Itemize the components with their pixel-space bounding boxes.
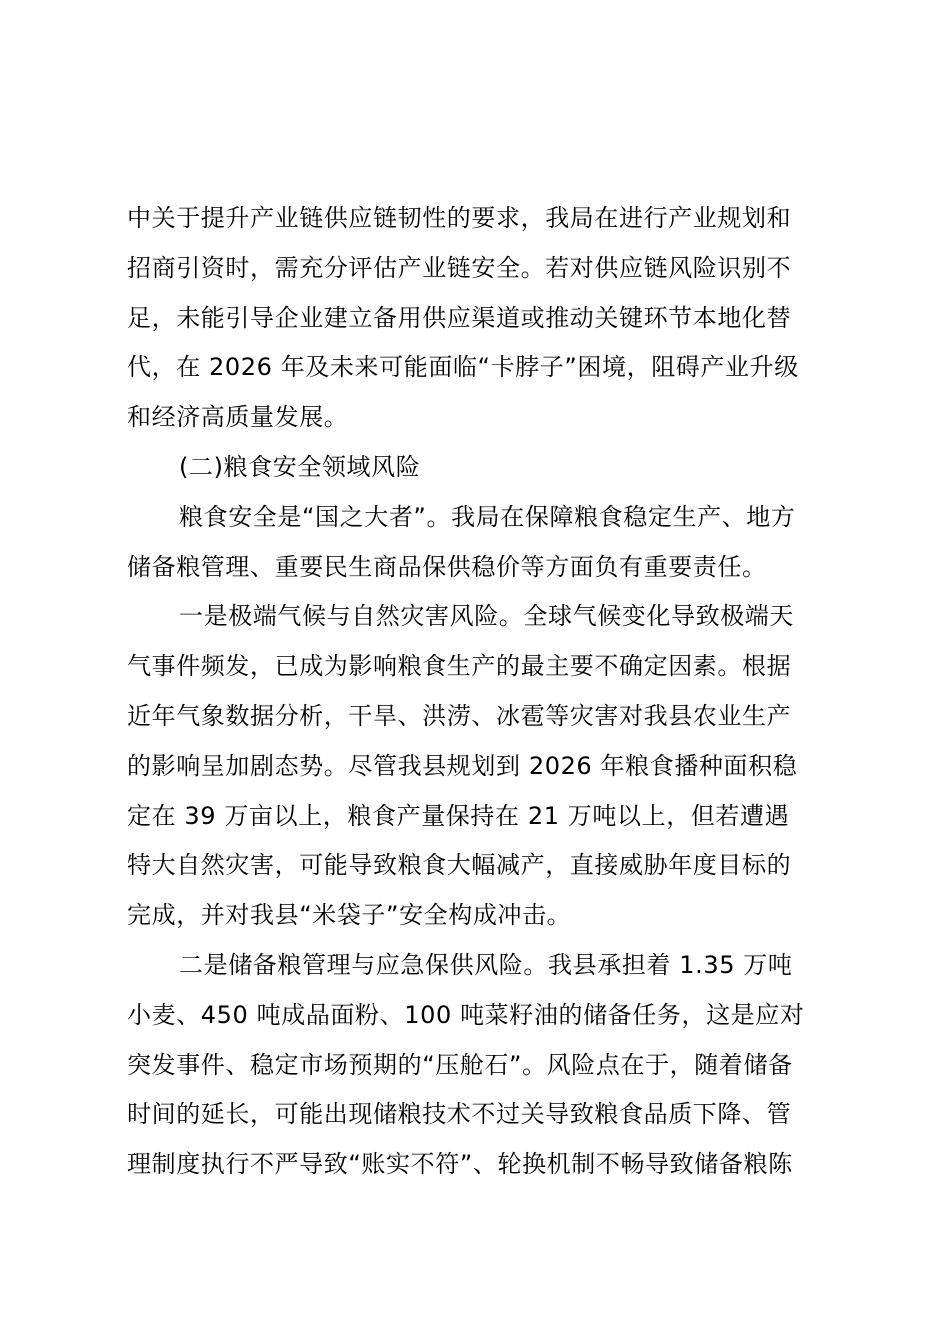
paragraph-line: 二是储备粮管理与应急保供风险。我县承担着 1.35 万吨 (179, 950, 793, 979)
paragraph-line: 储备粮管理、重要民生商品保供稳价等方面负有重要责任。 (127, 552, 767, 581)
paragraph-line: 粮食安全是“国之大者”。我局在保障粮食稳定生产、地方 (179, 502, 796, 531)
paragraph-line: 近年气象数据分析，干旱、洪涝、冰雹等灾害对我县农业生产 (127, 701, 792, 730)
paragraph-line: 招商引资时，需充分评估产业链安全。若对供应链风险识别不 (127, 253, 792, 282)
paragraph-line: 小麦、450 吨成品面粉、100 吨菜籽油的储备任务，这是应对 (127, 1000, 805, 1029)
paragraph-line: 气事件频发，已成为影响粮食生产的最主要不确定因素。根据 (127, 652, 792, 681)
paragraph-line: 中关于提升产业链供应链韧性的要求，我局在进行产业规划和 (127, 204, 792, 232)
paragraph-line: 足，未能引导企业建立备用供应渠道或推动关键环节本地化替 (127, 303, 792, 332)
paragraph-line: 突发事件、稳定市场预期的“压舱石”。风险点在于，随着储备 (127, 1050, 793, 1079)
paragraph-line: 和经济高质量发展。 (127, 403, 349, 432)
paragraph-line: 定在 39 万亩以上，粮食产量保持在 21 万吨以上，但若遭遇 (127, 801, 790, 830)
paragraph-line: 一是极端气候与自然灾害风险。全球气候变化导致极端天 (179, 602, 794, 631)
paragraph-line: 时间的延长，可能出现储粮技术不过关导致粮食品质下降、管 (127, 1100, 792, 1129)
paragraph-line: 完成，并对我县“米袋子”安全构成冲击。 (127, 901, 572, 930)
paragraph-line: 代，在 2026 年及未来可能面临“卡脖子”困境，阻碍产业升级 (127, 353, 799, 382)
document-page (127, 194, 825, 1190)
section-heading: (二)粮食安全领域风险 (179, 452, 421, 481)
paragraph-line: 特大自然灾害，可能导致粮食大幅减产，直接威胁年度目标的 (127, 851, 792, 880)
paragraph-line: 的影响呈加剧态势。尽管我县规划到 2026 年粮食播种面积稳 (127, 751, 798, 780)
paragraph-line: 理制度执行不严导致“账实不符”、轮换机制不畅导致储备粮陈 (127, 1150, 793, 1179)
